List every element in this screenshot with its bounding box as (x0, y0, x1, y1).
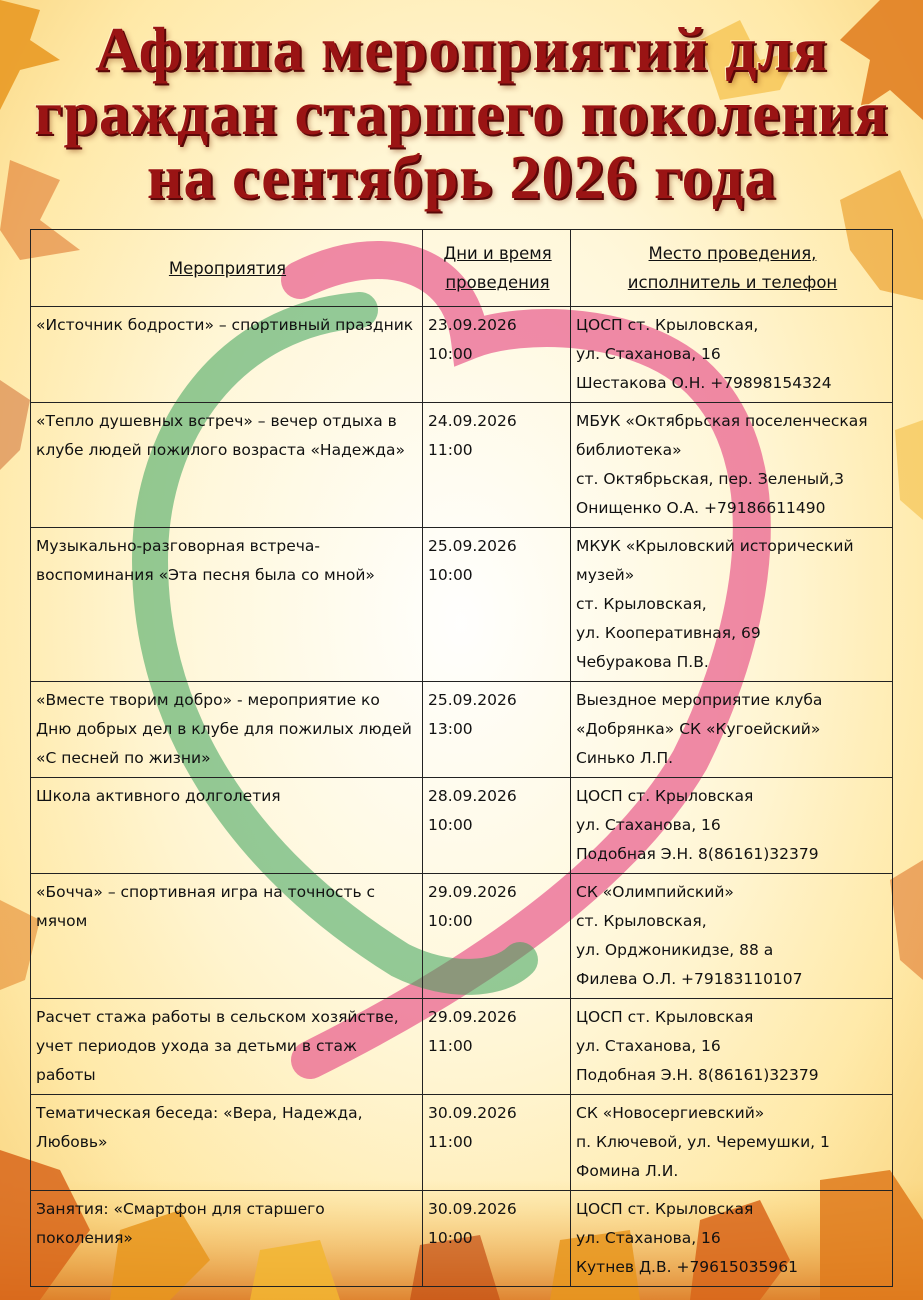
header-event: Мероприятия (31, 230, 423, 307)
date-cell: 29.09.2026 11:00 (423, 999, 571, 1095)
event-cell: «Вместе творим добро» - мероприятие ко Дню добрых дел в клубе для пожилых людей «С песней по жизни» (31, 682, 423, 778)
page-title (0, 18, 923, 210)
table-row (31, 307, 893, 403)
date-cell: 23.09.2026 10:00 (423, 307, 571, 403)
date-cell: 24.09.2026 11:00 (423, 403, 571, 528)
header-place: Место проведения, исполнитель и телефон (571, 230, 893, 307)
date-cell: 28.09.2026 10:00 (423, 778, 571, 874)
event-cell: Музыкально-разговорная встреча-воспоминания «Эта песня была со мной» (31, 528, 423, 682)
place-cell: МБУК «Октябрьская поселенческая библиотека» ст. Октябрьская, пер. Зеленый,3 Онищенко О.А. +79186611490 (571, 403, 893, 528)
place-cell: СК «Новосергиевский» п. Ключевой, ул. Черемушки, 1 Фомина Л.И. (571, 1095, 893, 1191)
title-line-1: Афиша мероприятий для (95, 16, 828, 84)
place-cell: ЦОСП ст. Крыловская ул. Стаханова, 16 Подобная Э.Н. 8(86161)32379 (571, 999, 893, 1095)
event-cell: Расчет стажа работы в сельском хозяйстве, учет периодов ухода за детьми в стаж работы (31, 999, 423, 1095)
date-cell: 30.09.2026 11:00 (423, 1095, 571, 1191)
event-cell: Тематическая беседа: «Вера, Надежда, Любовь» (31, 1095, 423, 1191)
table-row (31, 999, 893, 1095)
header-datetime: Дни и время проведения (423, 230, 571, 307)
event-cell: Школа активного долголетия (31, 778, 423, 874)
place-cell: Выездное мероприятие клуба «Добрянка» СК «Кугоейский» Синько Л.П. (571, 682, 893, 778)
place-cell: ЦОСП ст. Крыловская, ул. Стаханова, 16 Шестакова О.Н. +79898154324 (571, 307, 893, 403)
table-row (31, 528, 893, 682)
table-row (31, 874, 893, 999)
date-cell: 25.09.2026 13:00 (423, 682, 571, 778)
title-line-2: граждан старшего поколения (34, 80, 889, 148)
place-cell: ЦОСП ст. Крыловская ул. Стаханова, 16 Кутнев Д.В. +79615035961 (571, 1191, 893, 1287)
place-cell: СК «Олимпийский» ст. Крыловская, ул. Орджоникидзе, 88 а Филева О.Л. +79183110107 (571, 874, 893, 999)
title-line-3: на сентябрь 2026 года (146, 144, 777, 212)
date-cell: 25.09.2026 10:00 (423, 528, 571, 682)
event-cell: «Тепло душевных встреч» – вечер отдыха в клубе людей пожилого возраста «Надежда» (31, 403, 423, 528)
place-cell: МКУК «Крыловский исторический музей» ст. Крыловская, ул. Кооперативная, 69 Чебуракова П.В. (571, 528, 893, 682)
event-cell: «Бочча» – спортивная игра на точность с мячом (31, 874, 423, 999)
table-row (31, 403, 893, 528)
table-header-row (31, 230, 893, 307)
place-cell: ЦОСП ст. Крыловская ул. Стаханова, 16 Подобная Э.Н. 8(86161)32379 (571, 778, 893, 874)
table-row (31, 1191, 893, 1287)
date-cell: 29.09.2026 10:00 (423, 874, 571, 999)
events-table (30, 229, 893, 1287)
table-row (31, 1095, 893, 1191)
event-cell: Занятия: «Смартфон для старшего поколения» (31, 1191, 423, 1287)
date-cell: 30.09.2026 10:00 (423, 1191, 571, 1287)
table-row (31, 778, 893, 874)
event-cell: «Источник бодрости» – спортивный праздник (31, 307, 423, 403)
table-row (31, 682, 893, 778)
